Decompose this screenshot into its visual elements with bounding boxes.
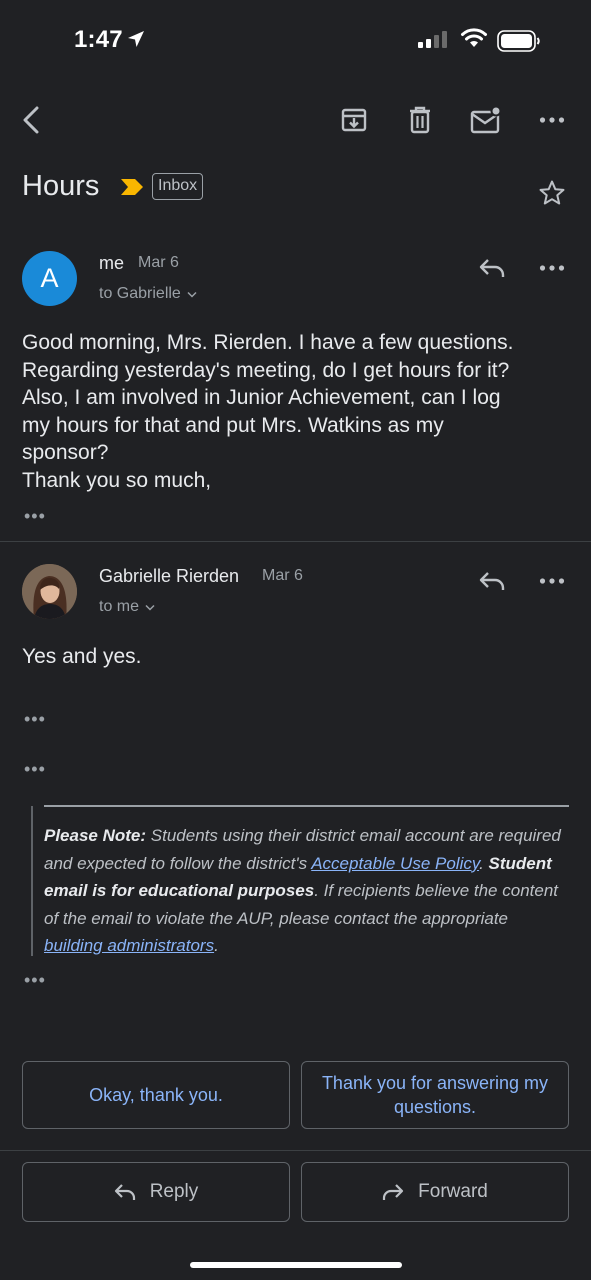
forward-action-button[interactable] (301, 1162, 569, 1222)
location-arrow-icon (126, 29, 146, 49)
important-marker-icon[interactable] (120, 178, 144, 196)
recipients-toggle[interactable] (99, 598, 155, 616)
message-date: Mar 6 (262, 567, 303, 584)
star-icon[interactable] (538, 179, 566, 207)
cellular-signal-icon (418, 31, 447, 48)
chevron-left-icon (21, 105, 41, 135)
chevron-down-icon (145, 604, 155, 611)
wifi-icon (460, 27, 488, 49)
acceptable-use-policy-link[interactable]: Acceptable Use Policy (311, 853, 480, 873)
archive-button[interactable] (338, 104, 370, 136)
message-more-button[interactable] (536, 565, 568, 597)
smart-reply-chip[interactable]: Thank you for answering my questions. (301, 1061, 569, 1129)
avatar[interactable] (22, 564, 77, 619)
chevron-down-icon (187, 291, 197, 298)
mark-unread-button[interactable] (470, 104, 502, 136)
inbox-label-badge[interactable]: Inbox (152, 173, 203, 200)
note-text: Students using their district email account are required and expected to follow the district's (44, 826, 561, 873)
quote-bar (31, 806, 33, 956)
forward-icon (382, 1183, 404, 1201)
delete-button[interactable] (404, 104, 436, 136)
show-quoted-text-button[interactable]: ••• (24, 759, 46, 779)
mail-unread-icon (470, 106, 502, 134)
reply-button[interactable] (476, 252, 508, 284)
note-bold-lead: Please Note: (44, 826, 147, 845)
forward-label: Forward (418, 1181, 488, 1202)
note-text: . (214, 936, 219, 955)
message-more-button[interactable] (536, 252, 568, 284)
reply-label: Reply (149, 1181, 199, 1202)
message-divider (0, 541, 591, 542)
note-text: . (479, 853, 489, 873)
reply-button[interactable] (476, 565, 508, 597)
reply-action-button[interactable] (22, 1162, 290, 1222)
smart-reply-chip[interactable]: Okay, thank you. (22, 1061, 290, 1129)
policy-note (44, 822, 564, 960)
show-trimmed-content-button[interactable]: ••• (24, 506, 46, 526)
recipients-toggle[interactable] (99, 285, 197, 303)
horizontal-rule (44, 805, 569, 807)
email-subject: Hours (22, 170, 100, 202)
show-trimmed-content-button[interactable]: ••• (24, 709, 46, 729)
more-options-button[interactable] (536, 104, 568, 136)
message-body: Yes and yes. (22, 645, 142, 668)
message-date: Mar 6 (138, 254, 179, 271)
avatar[interactable]: A (22, 251, 77, 306)
battery-icon (497, 30, 541, 52)
more-horizontal-icon (539, 577, 565, 585)
back-button[interactable] (15, 104, 47, 136)
recipients-text: to me (99, 598, 140, 615)
more-horizontal-icon (539, 264, 565, 272)
archive-icon (341, 107, 367, 133)
note-text: . If recipients believe the content of the email to violate the AUP, please contact the appropriate (44, 881, 558, 928)
building-administrators-link[interactable]: building administrators (44, 936, 215, 955)
sender-name: me (99, 253, 125, 273)
note-bold-text: Student email is for educational purposes (44, 853, 552, 900)
trash-icon (408, 106, 432, 134)
show-trimmed-content-button[interactable]: ••• (24, 970, 46, 990)
message-body: Good morning, Mrs. Rierden. I have a few questions. Regarding yesterday's meeting, do I get hours for it? Also, I am involved in Junior Achievement, can I log my hours for that and put Mrs. Watkins as my sponsor? Thank you so much, (22, 331, 514, 492)
reply-icon (478, 570, 506, 592)
bottom-divider (0, 1150, 591, 1151)
reply-icon (114, 1183, 136, 1201)
home-indicator[interactable] (190, 1262, 402, 1268)
sender-name: Gabrielle Rierden (99, 566, 240, 586)
reply-icon (478, 257, 506, 279)
recipients-text: to Gabrielle (99, 285, 181, 302)
status-time: 1:47 (74, 26, 123, 53)
profile-photo (22, 564, 77, 619)
more-horizontal-icon (539, 116, 565, 124)
